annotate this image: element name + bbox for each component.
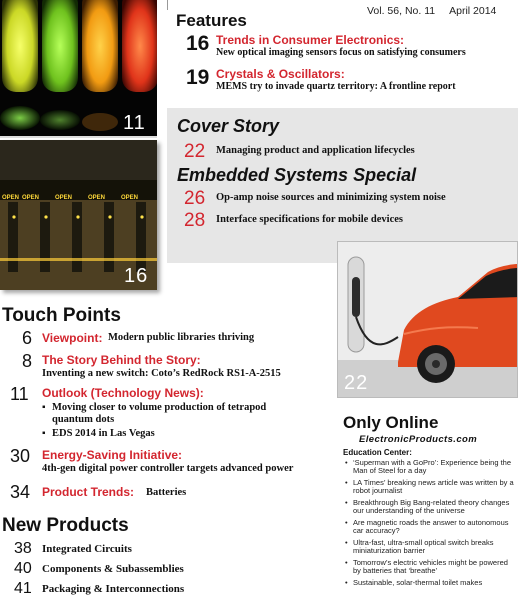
toll-sign-3: OPEN (55, 195, 73, 201)
touch-page-6[interactable]: 6 (22, 328, 33, 348)
embedded-desc-interface: Interface specifications for mobile devices (216, 214, 404, 225)
issue-date: April 2014 (449, 5, 497, 17)
online-article-big-bang[interactable]: • Breakthrough Big Bang-related theory changes our understanding of the universe (345, 499, 517, 515)
touch-head-viewpoint[interactable]: Viewpoint: (42, 331, 103, 345)
touch-head-outlook[interactable]: Outlook (Technology News): (42, 386, 204, 400)
touch-desc-energy-saving: 4th-gen digital power controller targets advanced power (42, 463, 294, 474)
embedded-page-28[interactable]: 28 (184, 210, 206, 231)
features-page-16[interactable]: 16 (186, 32, 210, 55)
touch-bullet-mark-2: ▪ (42, 428, 46, 439)
features-page-19[interactable]: 19 (186, 66, 210, 89)
online-article-ev-batteries[interactable]: • Tomorrow’s electric vehicles might be powered by batteries that ‘breathe’ (345, 559, 517, 575)
only-online-panel (337, 407, 518, 597)
new-products-title: New Products (2, 515, 129, 536)
cover-story-title: Cover Story (177, 116, 280, 136)
toll-sign-2: OPEN (22, 195, 40, 201)
photo-toll-page-number: 16 (124, 265, 149, 287)
issue-info (367, 5, 496, 17)
toll-sign-5: OPEN (121, 195, 139, 201)
touch-page-11[interactable]: 11 (10, 384, 29, 404)
touch-head-product-trends[interactable]: Product Trends: (42, 485, 135, 499)
online-article-magnetic-roads[interactable]: • Are magnetic roads the answer to autonomous car accuracy? (345, 519, 517, 535)
touch-points-title: Touch Points (2, 305, 121, 326)
touch-bullet-mark-1: ▪ (42, 402, 46, 413)
features-head-consumer-electronics[interactable]: Trends in Consumer Electronics: (216, 33, 405, 47)
touch-page-8[interactable]: 8 (22, 351, 33, 371)
divider (167, 0, 168, 10)
embedded-page-26[interactable]: 26 (184, 188, 206, 209)
online-article-solar-toilet[interactable]: • Sustainable, solar-thermal toilet makes (345, 579, 517, 587)
touch-bullet-tetrapod: Moving closer to volume production of tetrapod (52, 402, 267, 413)
features-desc-crystals: MEMS try to invade quartz territory: A frontline report (216, 81, 456, 92)
new-products-page-38[interactable]: 38 (14, 540, 32, 557)
photo-led-lights (0, 0, 157, 138)
features-title: Features (176, 11, 247, 30)
touch-head-story-behind[interactable]: The Story Behind the Story: (42, 353, 201, 367)
touch-bullet-eds: EDS 2014 in Las Vegas (52, 428, 155, 439)
touch-desc-story-behind: Inventing a new switch: Coto’s RedRock RS1-A-2515 (42, 368, 281, 379)
new-products-components[interactable]: Components & Subassemblies (42, 563, 184, 575)
online-article-optical-switch[interactable]: • Ultra-fast, ultra-small optical switch breaks miniaturization barrier (345, 539, 517, 555)
photo-electric-car (337, 241, 518, 398)
new-products-page-40[interactable]: 40 (14, 560, 32, 577)
photo-car-page-number: 22 (344, 372, 369, 394)
embedded-desc-op-amp: Op-amp noise sources and minimizing system noise (216, 192, 446, 203)
online-article-robot-journalist[interactable]: • LA Times’ breaking news article was written by a robot journalist (345, 479, 517, 495)
features-head-crystals[interactable]: Crystals & Oscillators: (216, 67, 345, 81)
touch-head-energy-saving[interactable]: Energy-Saving Initiative: (42, 448, 183, 462)
cover-story-page-22[interactable]: 22 (184, 141, 206, 162)
touch-desc-product-trends: Batteries (146, 487, 187, 498)
touch-bullet-tetrapod-cont: quantum dots (52, 414, 115, 425)
only-online-site-link[interactable]: ElectronicProducts.com (359, 434, 478, 445)
issue-volume: Vol. 56, No. 11 (367, 5, 436, 17)
only-online-title: Only Online (343, 413, 439, 432)
toll-sign-1: OPEN (2, 195, 20, 201)
new-products-packaging[interactable]: Packaging & Interconnections (42, 583, 185, 595)
photo-toll-booths (0, 140, 157, 290)
photo-lights-page-number: 11 (123, 112, 146, 134)
embedded-special-title: Embedded Systems Special (177, 165, 417, 185)
online-article-superman[interactable]: • ‘Superman with a GoPro’: Experience being the Man of Steel for a day (345, 459, 517, 475)
toll-sign-4: OPEN (88, 195, 106, 201)
online-articles-list (345, 459, 517, 591)
new-products-page-41[interactable]: 41 (14, 580, 32, 597)
new-products-ics[interactable]: Integrated Circuits (42, 543, 132, 555)
touch-page-30[interactable]: 30 (10, 446, 31, 466)
features-desc-consumer-electronics: New optical imaging sensors focus on satisfying consumers (216, 47, 466, 58)
touch-page-34[interactable]: 34 (10, 482, 31, 502)
touch-desc-viewpoint: Modern public libraries thriving (108, 332, 255, 343)
cover-story-desc: Managing product and application lifecycles (216, 145, 415, 156)
education-center-label: Education Center: (343, 448, 412, 457)
